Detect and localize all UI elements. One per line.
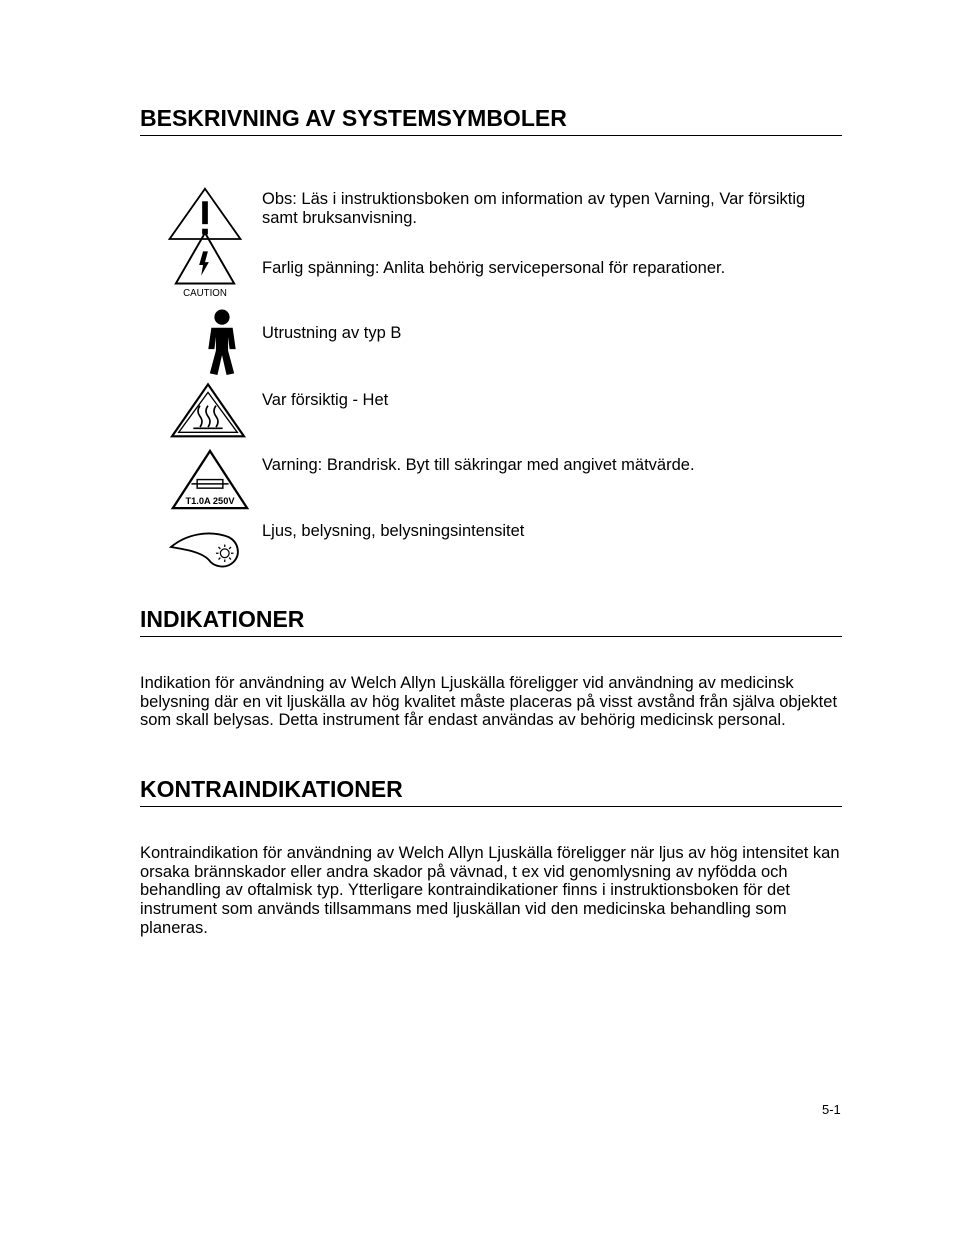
high-voltage-caution-icon (165, 230, 245, 300)
contraindications-body: Kontraindikation för användning av Welch Allyn Ljuskälla föreligger när ljus av hög intensitet kan orsaka brännskador eller andra skador på vävnad, t ex vid genomlysning av nyfödda och behandling av oftalmisk typ. Ytterligare kontraindikationer finns i instruktionsboken för det instrument som används tillsammans med ljuskällan vid den medicinska behandling som planeras. (140, 844, 840, 937)
indications-section-title: INDIKATIONER (140, 605, 842, 637)
caution-label: CAUTION (183, 288, 227, 300)
symbol-row-type-b (160, 308, 842, 368)
symbol-text-fuse: Varning: Brandrisk. Byt till säkringar med angivet mätvärde. (262, 456, 695, 474)
symbol-text-light: Ljus, belysning, belysningsintensitet (262, 522, 525, 540)
type-b-person-icon (182, 308, 262, 378)
page-number: 5-1 (822, 1102, 841, 1117)
indications-body: Indikation för användning av Welch Allyn Ljuskälla föreligger vid användning av medicinsk belysning där en vit ljuskälla av hög kvalitet måste placeras på visst avstånd från själva objektet som skall belysas. Detta instrument får endast användas av behörig medicinsk personal. (140, 674, 838, 730)
light-intensity-icon (166, 512, 246, 582)
symbol-row-fuse (160, 446, 842, 506)
symbols-section-title: BESKRIVNING AV SYSTEMSYMBOLER (140, 104, 842, 136)
symbol-text-voltage: Farlig spänning: Anlita behörig servicepersonal för reparationer. (262, 259, 726, 277)
fuse-rating-label: T1.0A 250V (185, 495, 235, 506)
contraindications-section-title: KONTRAINDIKATIONER (140, 775, 842, 807)
symbol-row-light (160, 512, 842, 572)
fuse-fire-risk-icon (170, 446, 250, 516)
symbol-row-hot (160, 376, 842, 436)
symbol-text-type-b: Utrustning av typ B (262, 324, 402, 342)
hot-surface-icon (168, 376, 248, 446)
symbol-text-warning: Obs: Läs i instruktionsboken om information av typen Varning, Var försiktig samt bruksanvisning. (262, 190, 806, 227)
symbol-row-voltage (160, 230, 842, 300)
symbol-text-hot: Var försiktig - Het (262, 391, 389, 409)
